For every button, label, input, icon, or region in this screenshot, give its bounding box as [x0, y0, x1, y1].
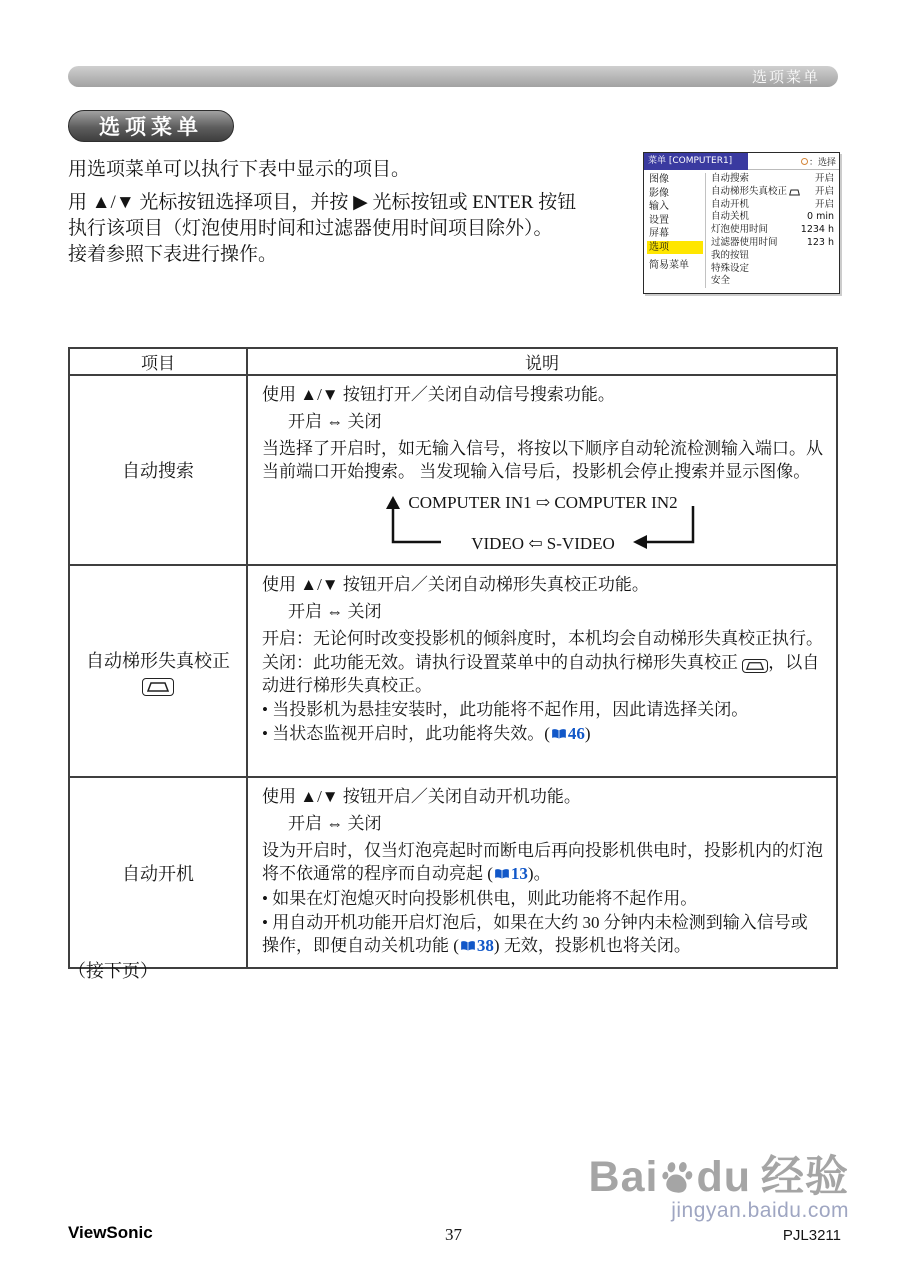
osd-item-screen: 屏幕 [649, 228, 669, 239]
baidu-watermark-logo [588, 1153, 849, 1201]
desc-auto-on [247, 777, 837, 968]
footer-brand: ViewSonic [68, 1223, 153, 1242]
osd-option-label: 自动关机 [711, 211, 750, 223]
desc-text: 设为开启时，仅当灯泡亮起时而断电后再向投影机供电时，投影机内的灯泡将不依通常的程序而自动亮起 ( [262, 841, 823, 883]
intro-line: 接着参照下表进行操作。 [68, 244, 278, 265]
bullet-line: • 如果在灯泡熄灭时向投影机供电，则此功能将不起作用。 [262, 889, 698, 908]
desc-line: 开启：无论何时改变投影机的倾斜度时，本机均会自动梯形失真校正执行。 [262, 629, 823, 648]
section-header-label: 选项菜单 [751, 70, 820, 86]
desc-auto-keystone [247, 565, 837, 777]
table-row [69, 565, 837, 777]
intro-line: 执行该项目（灯泡使用时间和过滤器使用时间项目除外）。 [68, 218, 553, 239]
watermark-text: du [696, 1153, 751, 1201]
desc-text: )。 [527, 864, 551, 883]
cycle-line-video: VIDEO ⇦ S-VIDEO [471, 534, 615, 553]
book-icon [494, 863, 510, 886]
input-cycle-diagram [323, 491, 763, 555]
desc-line: 当选择了开启时，如无输入信号，将按以下顺序自动轮流检测输入端口。从当前端口开始搜索。 当发现输入信号后，投影机会停止搜索并显示图像。 [262, 439, 823, 481]
table-row [69, 777, 837, 968]
osd-option-row [711, 224, 836, 237]
osd-option-value: 1234 h [800, 224, 834, 236]
item-auto-on: 自动开机 [69, 777, 247, 968]
footer-model: PJL3211 [782, 1227, 841, 1244]
desc-text: ) [584, 724, 591, 743]
osd-option-row [711, 186, 836, 199]
desc-line: 使用 ▲/▼ 按钮打开／关闭自动信号搜索功能。 [262, 385, 615, 404]
osd-option-list [705, 173, 836, 288]
keystone-icon [742, 659, 768, 673]
toggle-line: 开启 ⇔ 关闭 [288, 602, 382, 621]
osd-option-label: 我的按钮 [711, 249, 750, 261]
osd-item-option-selected: 选项 [647, 241, 703, 255]
watermark-suffix: 经验 [761, 1153, 849, 1201]
osd-item-picture: 图像 [649, 174, 669, 185]
osd-option-row [711, 275, 836, 288]
osd-option-row [711, 199, 836, 212]
item-auto-search: 自动搜索 [69, 375, 247, 565]
table-row [69, 375, 837, 565]
column-header-item: 项目 [69, 348, 247, 375]
intro-line: 用 ▲/▼ 光标按钮选择项目，并按 ▶ 光标按钮或 ENTER 按钮 [68, 192, 577, 213]
cursor-pad-icon [801, 158, 808, 165]
osd-option-row [711, 250, 836, 263]
desc-text: 关闭：此功能无效。请执行设置菜单中的自动执行梯形失真校正 [262, 653, 743, 672]
desc-line: 使用 ▲/▼ 按钮开启／关闭自动开机功能。 [262, 787, 581, 806]
osd-menu-screenshot [643, 152, 840, 294]
osd-option-label: 自动梯形失真校正 [711, 185, 788, 197]
desc-text: ，以自动进行梯形失真校正。 [262, 653, 820, 695]
osd-option-row [711, 237, 836, 250]
osd-option-label: 灯泡使用时间 [711, 224, 769, 236]
osd-item-easy-menu: 简易菜单 [649, 260, 689, 271]
osd-menu-title: 菜单 [COMPUTER1] [644, 153, 748, 170]
footer-page-number: 37 [445, 1225, 462, 1244]
intro-paragraph [68, 157, 648, 268]
bullet-line-with-ref [262, 911, 824, 958]
osd-select-hint [748, 153, 839, 170]
osd-option-label: 自动搜索 [711, 173, 750, 184]
baidu-paw-icon [657, 1157, 697, 1197]
desc-auto-search [247, 375, 837, 565]
book-icon [551, 723, 567, 746]
keystone-icon [789, 189, 800, 196]
osd-option-value: 123 h [806, 236, 834, 248]
osd-option-row [711, 173, 836, 186]
desc-line-with-ref [262, 839, 824, 886]
page-reference-link[interactable]: 46 [567, 724, 585, 743]
cycle-line-computers: COMPUTER IN1 ⇨ COMPUTER IN2 [408, 493, 678, 512]
table-header-row [69, 348, 837, 375]
bullet-line: • 当投影机为悬挂安装时，此功能将不起作用，因此请选择关闭。 [262, 700, 749, 719]
osd-item-image: 影像 [649, 187, 669, 199]
watermark-text: Bai [588, 1153, 659, 1201]
section-header-bar [68, 66, 838, 87]
osd-item-setup: 设置 [649, 214, 669, 226]
column-header-desc: 说明 [247, 348, 837, 375]
desc-line: 使用 ▲/▼ 按钮开启／关闭自动梯形失真校正功能。 [262, 575, 649, 594]
osd-option-label: 过滤器使用时间 [711, 236, 778, 248]
toggle-line: 开启 ⇔ 关闭 [288, 814, 382, 833]
toggle-line: 开启 ⇔ 关闭 [288, 412, 382, 431]
osd-option-value: 开启 [814, 198, 834, 210]
osd-option-value: 开启 [814, 185, 834, 197]
desc-text: ) 无效，投影机也将关闭。 [493, 936, 691, 955]
page-title: 选项菜单 [68, 110, 234, 142]
watermark-url: jingyan.baidu.com [671, 1199, 849, 1222]
osd-option-row [711, 211, 836, 224]
baidu-watermark [588, 1153, 849, 1223]
osd-option-label: 安全 [711, 275, 731, 287]
osd-select-hint-label: ：选择 [808, 157, 836, 168]
intro-line: 用选项菜单可以执行下表中显示的项目。 [68, 159, 411, 180]
osd-body [644, 170, 839, 293]
osd-item-input: 输入 [649, 201, 669, 212]
desc-text: • 当状态监视开启时，此功能将失效。( [262, 724, 550, 743]
keystone-icon [142, 678, 174, 696]
continued-note: （接下页） [68, 961, 158, 981]
bullet-line-with-ref [262, 722, 824, 746]
osd-menu-categories [647, 173, 703, 288]
option-menu-table [68, 347, 838, 969]
desc-line-with-icon [262, 651, 824, 697]
page-reference-link[interactable]: 38 [476, 936, 494, 955]
osd-option-value: 开启 [814, 173, 834, 184]
osd-option-value: 0 min [807, 211, 834, 223]
item-auto-keystone-label: 自动梯形失真校正 [86, 650, 230, 671]
desc-text: • 用自动开机功能开启灯泡后，如果在大约 30 分钟内未检测到输入信号或操作，即便自动关机功能 ( [262, 913, 808, 955]
osd-option-label: 自动开机 [711, 198, 750, 210]
osd-option-row [711, 263, 836, 276]
page-reference-link[interactable]: 13 [510, 864, 528, 883]
item-auto-keystone [69, 565, 247, 777]
osd-option-label: 特殊设定 [711, 262, 750, 274]
book-icon [460, 935, 476, 958]
osd-titlebar [644, 153, 839, 170]
